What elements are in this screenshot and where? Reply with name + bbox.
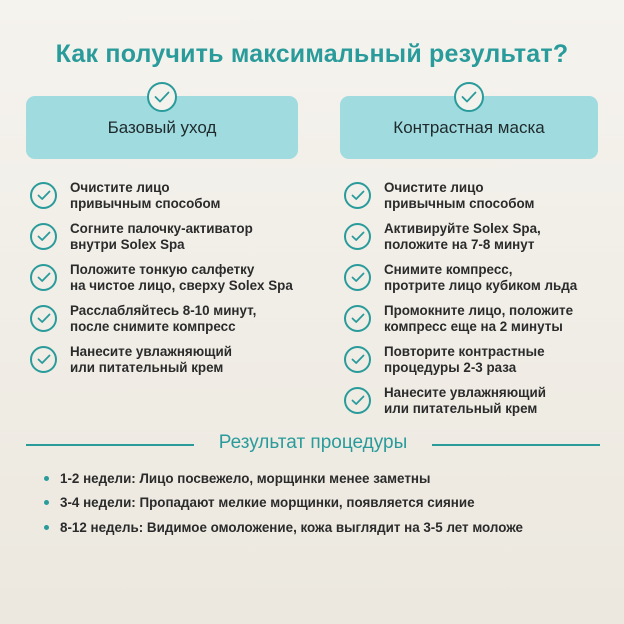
list-item (340, 216, 598, 257)
basic-care-header (26, 96, 298, 159)
list-item (340, 380, 598, 421)
list-item (340, 339, 598, 380)
check-icon (147, 82, 177, 112)
list-item (26, 216, 298, 257)
check-circle-icon (30, 305, 57, 332)
contrast-mask-heading: Контрастная маска (393, 117, 545, 137)
check-circle-icon (344, 346, 371, 373)
check-circle-icon (344, 387, 371, 414)
step-text: Очистите лицо привычным способом (384, 179, 535, 211)
list-item (340, 175, 598, 216)
step-text: Положите тонкую салфетку на чистое лицо, сверху Solex Spa (70, 261, 293, 293)
list-item (340, 257, 598, 298)
step-text: Согните палочку-активатор внутри Solex Spa (70, 220, 253, 252)
list-item (44, 466, 523, 491)
contrast-mask-header (340, 96, 598, 159)
result-text: 3-4 недели: Пропадают мелкие морщинки, появляется сияние (60, 495, 475, 511)
list-item (26, 175, 298, 216)
step-text: Нанесите увлажняющий или питательный крем (384, 384, 546, 416)
check-circle-icon (30, 182, 57, 209)
basic-care-heading: Базовый уход (107, 117, 217, 137)
basic-care-steps (26, 175, 298, 380)
check-circle-icon (344, 182, 371, 209)
list-item (26, 298, 298, 339)
results-title: Результат процедуры (218, 432, 408, 453)
basic-care-column (26, 82, 298, 380)
step-text: Расслабляйтесь 8-10 минут, после снимите компресс (70, 302, 257, 334)
result-text: 8-12 недель: Видимое омоложение, кожа выглядит на 3-5 лет моложе (60, 519, 523, 535)
bullet-icon (44, 476, 49, 481)
contrast-mask-steps (340, 175, 598, 421)
check-circle-icon (344, 223, 371, 250)
section-divider-right (432, 444, 600, 446)
bullet-icon (44, 500, 49, 505)
step-text: Очистите лицо привычным способом (70, 179, 221, 211)
list-item (26, 257, 298, 298)
contrast-mask-column (340, 82, 598, 421)
list-item (26, 339, 298, 380)
page-title: Как получить максимальный результат? (55, 40, 569, 68)
step-text: Промокните лицо, положите компресс еще на 2 минуты (384, 302, 574, 334)
step-text: Снимите компресс, протрите лицо кубиком льда (384, 261, 578, 293)
step-text: Повторите контрастные процедуры 2-3 раза (384, 343, 545, 375)
check-circle-icon (30, 346, 57, 373)
bullet-icon (44, 525, 49, 530)
step-text: Нанесите увлажняющий или питательный крем (70, 343, 232, 375)
check-circle-icon (344, 305, 371, 332)
check-circle-icon (30, 223, 57, 250)
check-circle-icon (344, 264, 371, 291)
list-item (44, 491, 523, 516)
step-text: Активируйте Solex Spa, положите на 7-8 минут (384, 220, 541, 252)
result-text: 1-2 недели: Лицо посвежело, морщинки менее заметны (60, 470, 431, 486)
section-divider-left (26, 444, 194, 446)
list-item (44, 515, 523, 540)
check-icon (454, 82, 484, 112)
results-list (44, 466, 523, 540)
list-item (340, 298, 598, 339)
check-circle-icon (30, 264, 57, 291)
